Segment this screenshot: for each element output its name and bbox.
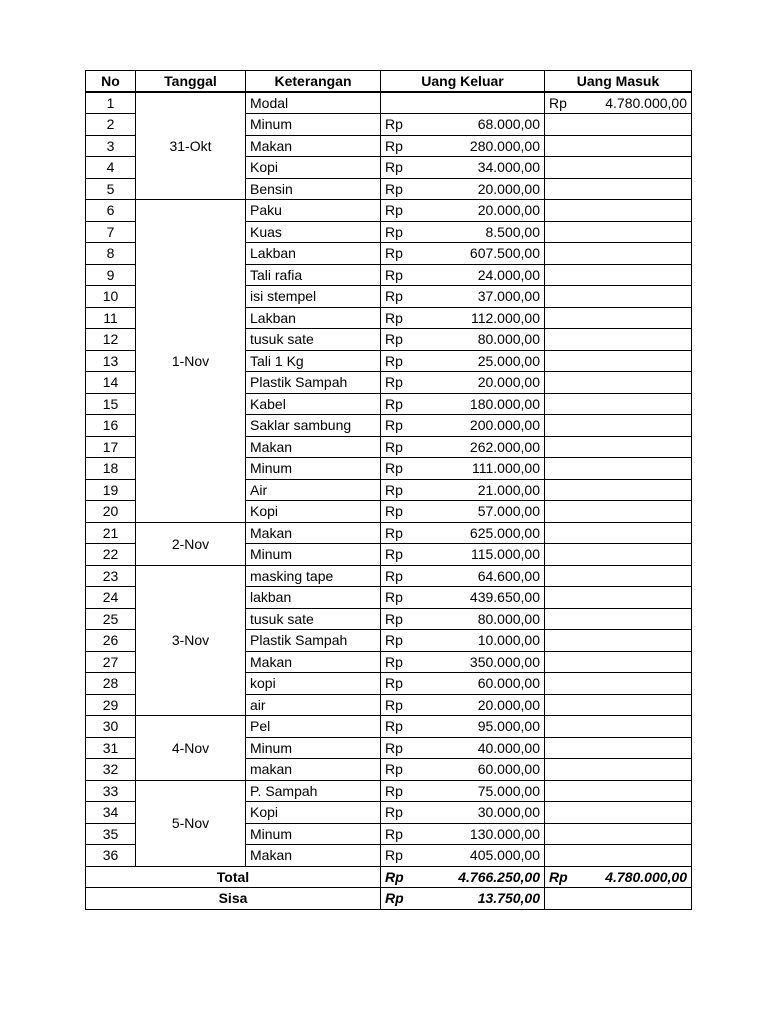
- keterangan-cell: Plastik Sampah: [246, 630, 381, 652]
- row-number: 25: [86, 608, 136, 630]
- date-cell: 31-Okt: [136, 92, 246, 200]
- uang-keluar-cell: [381, 200, 545, 222]
- uang-keluar-cell: [381, 393, 545, 415]
- keterangan-cell: Tali 1 Kg: [246, 350, 381, 372]
- currency-symbol: Rp: [385, 417, 403, 434]
- row-number: 7: [86, 221, 136, 243]
- uang-keluar-cell: [381, 329, 545, 351]
- total-label: Total: [86, 866, 381, 888]
- uang-keluar-cell-amount: 112.000,00: [470, 309, 540, 326]
- uang-masuk-cell: [545, 135, 692, 157]
- uang-keluar-cell-amount: 115.000,00: [470, 546, 540, 563]
- keterangan-cell: Minum: [246, 544, 381, 566]
- keterangan-cell: Minum: [246, 458, 381, 480]
- currency-symbol: Rp: [385, 782, 403, 799]
- uang-keluar-cell: [381, 350, 545, 372]
- keterangan-cell: Plastik Sampah: [246, 372, 381, 394]
- currency-symbol: Rp: [385, 632, 403, 649]
- uang-keluar-cell-amount: 130.000,00: [469, 825, 540, 842]
- row-number: 19: [86, 479, 136, 501]
- row-number: 27: [86, 651, 136, 673]
- uang-masuk-cell: [545, 737, 692, 759]
- uang-keluar-cell: [381, 544, 545, 566]
- date-cell: 3-Nov: [136, 565, 246, 716]
- keterangan-cell: Kopi: [246, 501, 381, 523]
- row-number: 6: [86, 200, 136, 222]
- keterangan-cell: tusuk sate: [246, 608, 381, 630]
- currency-symbol: Rp: [385, 718, 403, 735]
- currency-symbol: Rp: [385, 825, 403, 842]
- uang-keluar-cell: [381, 307, 545, 329]
- currency-symbol: Rp: [549, 95, 567, 111]
- keterangan-cell: makan: [246, 759, 381, 781]
- row-number: 20: [86, 501, 136, 523]
- row-number: 24: [86, 587, 136, 609]
- uang-masuk-cell: [545, 157, 692, 179]
- uang-keluar-cell-amount: 21.000,00: [477, 481, 540, 498]
- keterangan-cell: Makan: [246, 651, 381, 673]
- currency-symbol: Rp: [385, 503, 403, 520]
- uang-keluar-cell: [381, 522, 545, 544]
- uang-keluar-cell: [381, 415, 545, 437]
- currency-symbol: Rp: [385, 438, 403, 455]
- keterangan-cell: Minum: [246, 114, 381, 136]
- row-number: 33: [86, 780, 136, 802]
- uang-keluar-cell: [381, 372, 545, 394]
- uang-keluar-cell-amount: 40.000,00: [477, 739, 540, 756]
- currency-symbol: Rp: [385, 266, 403, 283]
- keterangan-cell: Makan: [246, 522, 381, 544]
- currency-symbol: Rp: [385, 180, 403, 197]
- currency-symbol: Rp: [385, 589, 403, 606]
- currency-symbol: Rp: [385, 116, 403, 133]
- uang-masuk-cell: [545, 823, 692, 845]
- uang-keluar-cell-amount: 200.000,00: [469, 417, 540, 434]
- uang-keluar-cell-amount: 20.000,00: [477, 374, 540, 391]
- uang-keluar-cell: [381, 716, 545, 738]
- currency-symbol: Rp: [385, 696, 403, 713]
- currency-symbol: Rp: [385, 610, 403, 627]
- uang-masuk-cell: [545, 458, 692, 480]
- currency-symbol: Rp: [385, 524, 403, 541]
- row-number: 23: [86, 565, 136, 587]
- uang-keluar-cell-amount: 30.000,00: [477, 804, 540, 821]
- uang-keluar-cell: [381, 802, 545, 824]
- date-cell: 1-Nov: [136, 200, 246, 523]
- row-number: 15: [86, 393, 136, 415]
- currency-symbol: Rp: [385, 159, 403, 176]
- uang-masuk-cell: [545, 780, 692, 802]
- sisa-uang-keluar: [381, 888, 545, 910]
- uang-keluar-cell: [381, 780, 545, 802]
- uang-masuk-cell: [545, 479, 692, 501]
- uang-keluar-cell-amount: 60.000,00: [477, 675, 540, 692]
- uang-keluar-cell: [381, 243, 545, 265]
- row-number: 14: [86, 372, 136, 394]
- uang-keluar-cell-amount: 75.000,00: [477, 782, 540, 799]
- uang-masuk-cell: [545, 264, 692, 286]
- row-number: 16: [86, 415, 136, 437]
- table-row: [86, 522, 692, 544]
- uang-keluar-cell: [381, 694, 545, 716]
- uang-keluar-cell: [381, 458, 545, 480]
- uang-keluar-cell-amount: 80.000,00: [477, 610, 540, 627]
- uang-masuk-cell: [545, 565, 692, 587]
- uang-keluar-cell-amount: 280.000,00: [469, 137, 540, 154]
- currency-symbol: Rp: [385, 653, 403, 670]
- uang-masuk-cell: [545, 544, 692, 566]
- uang-masuk-cell: [545, 243, 692, 265]
- uang-masuk-cell: [545, 522, 692, 544]
- keterangan-cell: Kabel: [246, 393, 381, 415]
- header-keterangan: Keterangan: [246, 71, 381, 93]
- uang-keluar-cell: [381, 221, 545, 243]
- uang-masuk-cell: [545, 329, 692, 351]
- currency-symbol: Rp: [385, 309, 403, 326]
- row-number: 36: [86, 845, 136, 867]
- total-row: [86, 866, 692, 888]
- currency-symbol: Rp: [385, 288, 403, 305]
- currency-symbol: Rp: [385, 352, 403, 369]
- uang-keluar-cell-amount: 68.000,00: [477, 116, 540, 133]
- uang-keluar-cell: [381, 479, 545, 501]
- row-number: 11: [86, 307, 136, 329]
- ledger-header: [86, 71, 692, 93]
- table-row: [86, 200, 692, 222]
- uang-masuk-cell: [545, 415, 692, 437]
- uang-keluar-cell-amount: 607.500,00: [469, 245, 540, 262]
- uang-masuk-cell: [545, 501, 692, 523]
- uang-keluar-cell: [381, 608, 545, 630]
- total-keluar-amount: 4.766.250,00: [458, 868, 540, 885]
- date-cell: 4-Nov: [136, 716, 246, 781]
- uang-keluar-cell: [381, 501, 545, 523]
- currency-symbol: Rp: [385, 890, 404, 907]
- uang-keluar-cell-amount: 262.000,00: [469, 438, 540, 455]
- uang-keluar-cell-amount: 111.000,00: [472, 460, 540, 477]
- uang-masuk-cell-amount: 4.780.000,00: [605, 95, 687, 111]
- uang-masuk-cell: [545, 200, 692, 222]
- row-number: 2: [86, 114, 136, 136]
- currency-symbol: Rp: [385, 546, 403, 563]
- uang-keluar-cell-amount: 25.000,00: [477, 352, 540, 369]
- currency-symbol: Rp: [385, 675, 403, 692]
- ledger-footer: [86, 866, 692, 909]
- uang-masuk-cell: [545, 286, 692, 308]
- uang-keluar-cell-amount: 34.000,00: [477, 159, 540, 176]
- uang-keluar-cell: [381, 651, 545, 673]
- currency-symbol: Rp: [385, 374, 403, 391]
- keterangan-cell: Kuas: [246, 221, 381, 243]
- row-number: 3: [86, 135, 136, 157]
- date-cell: 2-Nov: [136, 522, 246, 565]
- keterangan-cell: Minum: [246, 737, 381, 759]
- row-number: 17: [86, 436, 136, 458]
- uang-keluar-cell: [381, 759, 545, 781]
- currency-symbol: Rp: [385, 137, 403, 154]
- keterangan-cell: Air: [246, 479, 381, 501]
- currency-symbol: Rp: [385, 395, 403, 412]
- keterangan-cell: tusuk sate: [246, 329, 381, 351]
- uang-masuk-cell: [545, 372, 692, 394]
- keterangan-cell: isi stempel: [246, 286, 381, 308]
- keterangan-cell: Kopi: [246, 802, 381, 824]
- currency-symbol: Rp: [385, 739, 403, 756]
- uang-keluar-cell-amount: 60.000,00: [477, 761, 540, 778]
- currency-symbol: Rp: [385, 761, 403, 778]
- uang-masuk-cell: [545, 114, 692, 136]
- keterangan-cell: Lakban: [246, 307, 381, 329]
- uang-keluar-cell: [381, 823, 545, 845]
- header-row: [86, 71, 692, 93]
- uang-keluar-cell: [381, 436, 545, 458]
- table-row: [86, 92, 692, 114]
- currency-symbol: Rp: [385, 804, 403, 821]
- currency-symbol: Rp: [385, 567, 403, 584]
- uang-keluar-cell: [381, 565, 545, 587]
- header-no: No: [86, 71, 136, 93]
- row-number: 28: [86, 673, 136, 695]
- uang-masuk-cell: [545, 178, 692, 200]
- currency-symbol: Rp: [385, 202, 403, 219]
- row-number: 32: [86, 759, 136, 781]
- uang-masuk-cell: [545, 307, 692, 329]
- uang-keluar-cell-amount: 8.500,00: [485, 223, 540, 240]
- uang-masuk-cell: [545, 436, 692, 458]
- row-number: 30: [86, 716, 136, 738]
- currency-symbol: Rp: [385, 223, 403, 240]
- total-uang-masuk: [545, 866, 692, 888]
- row-number: 31: [86, 737, 136, 759]
- uang-masuk-cell: [545, 393, 692, 415]
- row-number: 1: [86, 92, 136, 114]
- uang-keluar-cell: [381, 286, 545, 308]
- uang-masuk-cell: [545, 845, 692, 867]
- keterangan-cell: Paku: [246, 200, 381, 222]
- currency-symbol: Rp: [385, 460, 403, 477]
- table-row: [86, 780, 692, 802]
- uang-keluar-cell-amount: 625.000,00: [469, 524, 540, 541]
- uang-masuk-cell: [545, 759, 692, 781]
- date-cell: 5-Nov: [136, 780, 246, 866]
- uang-masuk-cell: [545, 350, 692, 372]
- currency-symbol: Rp: [385, 847, 403, 864]
- sisa-row: [86, 888, 692, 910]
- uang-masuk-cell: [545, 608, 692, 630]
- uang-masuk-cell: [545, 587, 692, 609]
- uang-keluar-cell-amount: 37.000,00: [477, 288, 540, 305]
- currency-symbol: Rp: [385, 331, 403, 348]
- currency-symbol: Rp: [385, 481, 403, 498]
- table-row: [86, 716, 692, 738]
- keterangan-cell: Kopi: [246, 157, 381, 179]
- keterangan-cell: lakban: [246, 587, 381, 609]
- uang-keluar-cell: [381, 178, 545, 200]
- keterangan-cell: Makan: [246, 845, 381, 867]
- keterangan-cell: Pel: [246, 716, 381, 738]
- row-number: 22: [86, 544, 136, 566]
- currency-symbol: Rp: [549, 868, 568, 885]
- uang-keluar-cell-amount: 405.000,00: [469, 847, 540, 864]
- uang-keluar-cell-amount: 20.000,00: [477, 202, 540, 219]
- row-number: 8: [86, 243, 136, 265]
- keterangan-cell: masking tape: [246, 565, 381, 587]
- row-number: 34: [86, 802, 136, 824]
- uang-keluar-cell: [381, 157, 545, 179]
- uang-keluar-cell-amount: 20.000,00: [477, 180, 540, 197]
- currency-symbol: Rp: [385, 245, 403, 262]
- keterangan-cell: P. Sampah: [246, 780, 381, 802]
- uang-keluar-cell-amount: 350.000,00: [469, 653, 540, 670]
- sisa-label: Sisa: [86, 888, 381, 910]
- row-number: 26: [86, 630, 136, 652]
- keterangan-cell: Saklar sambung: [246, 415, 381, 437]
- header-uang-keluar: Uang Keluar: [381, 71, 545, 93]
- sisa-uang-masuk-empty: [545, 888, 692, 910]
- keterangan-cell: Modal: [246, 92, 381, 114]
- uang-masuk-cell: [545, 694, 692, 716]
- uang-keluar-cell-amount: 95.000,00: [477, 718, 540, 735]
- keterangan-cell: Lakban: [246, 243, 381, 265]
- currency-symbol: Rp: [385, 868, 404, 885]
- keterangan-cell: Makan: [246, 436, 381, 458]
- uang-keluar-cell: [381, 587, 545, 609]
- uang-masuk-cell: [545, 92, 692, 114]
- header-tanggal: Tanggal: [136, 71, 246, 93]
- ledger-body: [86, 92, 692, 866]
- row-number: 10: [86, 286, 136, 308]
- uang-keluar-cell: [381, 737, 545, 759]
- total-uang-keluar: [381, 866, 545, 888]
- uang-keluar-cell-amount: 64.600,00: [477, 567, 540, 584]
- row-number: 13: [86, 350, 136, 372]
- keterangan-cell: Makan: [246, 135, 381, 157]
- keterangan-cell: kopi: [246, 673, 381, 695]
- uang-keluar-cell: [381, 114, 545, 136]
- uang-keluar-cell: [381, 845, 545, 867]
- uang-masuk-cell: [545, 673, 692, 695]
- uang-keluar-cell: [381, 264, 545, 286]
- uang-keluar-cell: [381, 92, 545, 114]
- uang-keluar-cell: [381, 135, 545, 157]
- uang-masuk-cell: [545, 221, 692, 243]
- keterangan-cell: air: [246, 694, 381, 716]
- row-number: 4: [86, 157, 136, 179]
- uang-keluar-cell: [381, 673, 545, 695]
- header-uang-masuk: Uang Masuk: [545, 71, 692, 93]
- keterangan-cell: Bensin: [246, 178, 381, 200]
- row-number: 5: [86, 178, 136, 200]
- uang-keluar-cell: [381, 630, 545, 652]
- uang-keluar-cell-amount: 439.650,00: [469, 589, 540, 606]
- uang-keluar-cell-amount: 24.000,00: [477, 266, 540, 283]
- row-number: 35: [86, 823, 136, 845]
- row-number: 12: [86, 329, 136, 351]
- row-number: 21: [86, 522, 136, 544]
- uang-keluar-cell-amount: 80.000,00: [477, 331, 540, 348]
- uang-masuk-cell: [545, 802, 692, 824]
- row-number: 18: [86, 458, 136, 480]
- table-row: [86, 565, 692, 587]
- uang-masuk-cell: [545, 716, 692, 738]
- keterangan-cell: Minum: [246, 823, 381, 845]
- row-number: 9: [86, 264, 136, 286]
- uang-keluar-cell-amount: 57.000,00: [477, 503, 540, 520]
- uang-masuk-cell: [545, 651, 692, 673]
- keterangan-cell: Tali rafia: [246, 264, 381, 286]
- uang-keluar-cell-amount: 10.000,00: [477, 632, 540, 649]
- sisa-amount: 13.750,00: [477, 890, 540, 907]
- uang-masuk-cell: [545, 630, 692, 652]
- uang-keluar-cell-amount: 180.000,00: [469, 395, 540, 412]
- total-masuk-amount: 4.780.000,00: [605, 868, 687, 885]
- uang-keluar-cell-amount: 20.000,00: [477, 696, 540, 713]
- row-number: 29: [86, 694, 136, 716]
- expense-ledger-table: [85, 70, 692, 910]
